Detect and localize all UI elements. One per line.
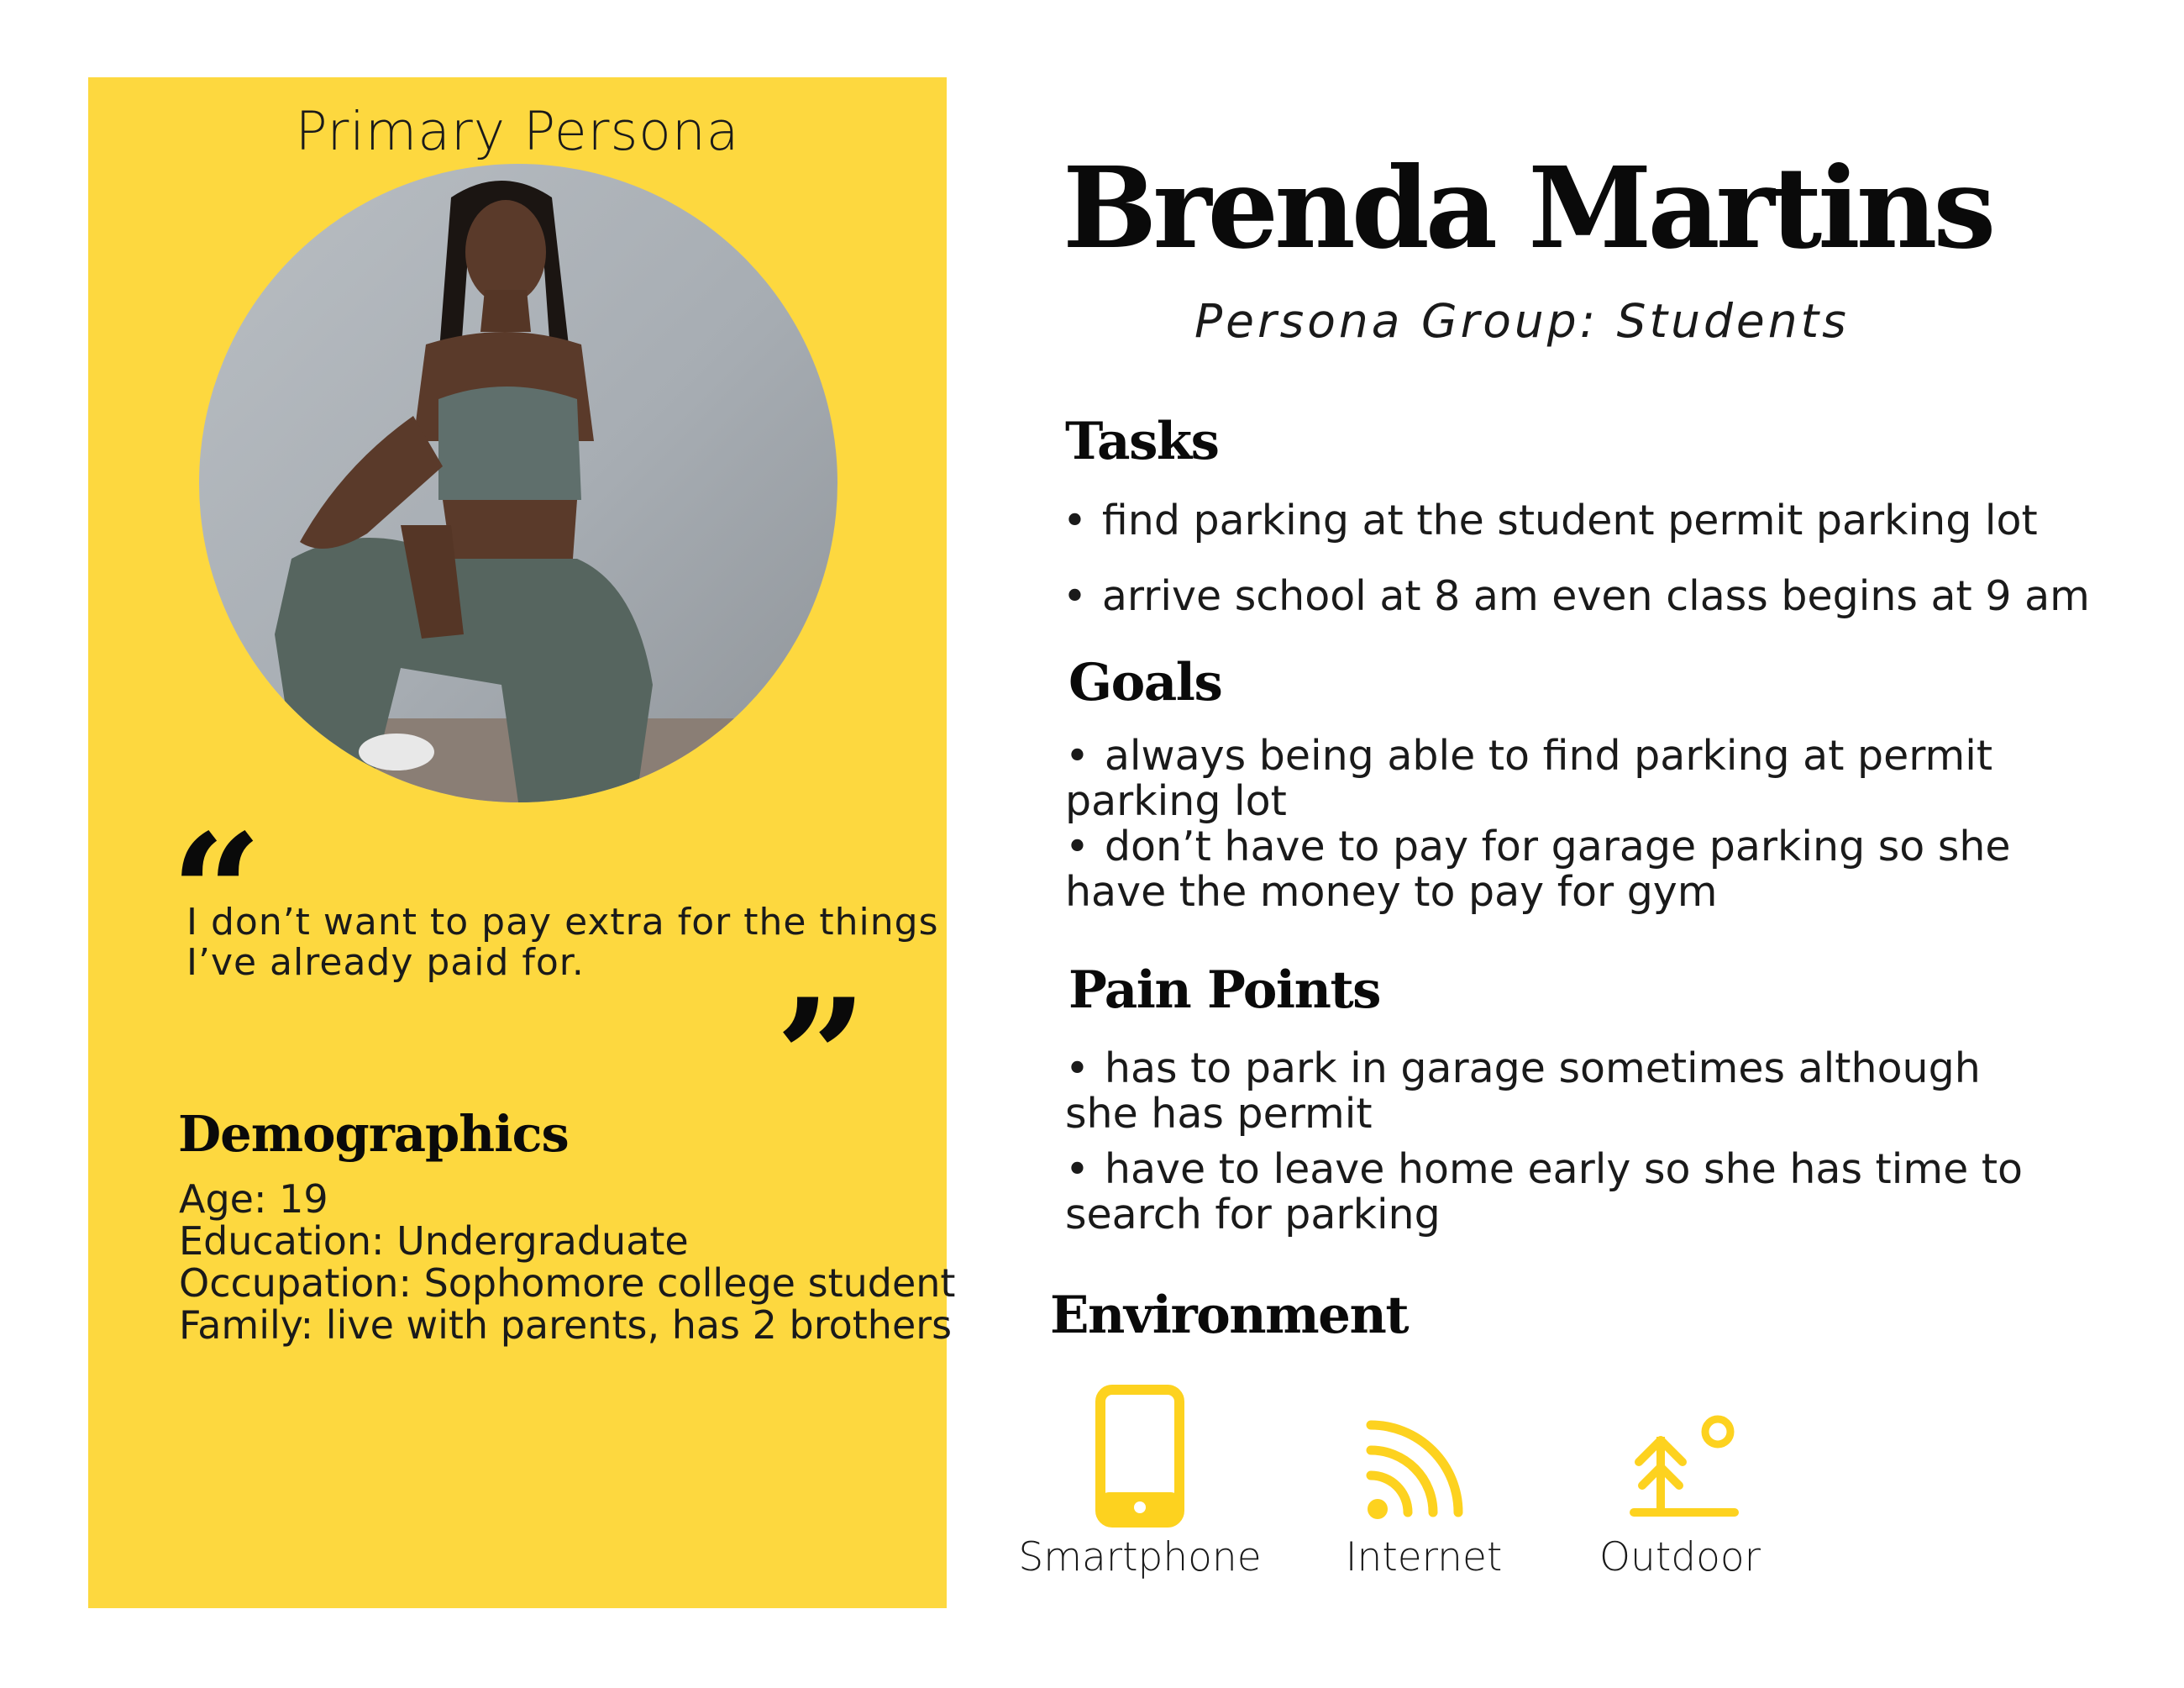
goal-item: • don’t have to pay for garage parking so she have the money to pay for gym [1065,824,2065,915]
persona-photo [199,164,837,802]
environment-label: Smartphone [1018,1534,1262,1580]
goals-list [1065,734,2065,915]
task-item: • arrive school at 8 am even class begins at 9 am [1063,571,2090,622]
tasks-heading: Tasks [1065,412,1219,471]
demographics-family: Family: live with parents, has 2 brothers [179,1302,953,1348]
goals-heading: Goals [1068,653,1222,713]
pain-points-heading: Pain Points [1068,960,1380,1020]
environment-label: Outdoor [1599,1534,1761,1580]
demographics-heading: Demographics [178,1105,569,1163]
card-label: Primary Persona [295,101,740,162]
demographics-occupation: Occupation: Sophomore college student [179,1260,956,1306]
environment-outdoor [1558,1385,1802,1580]
wifi-icon [1352,1385,1495,1528]
quote-open-icon: “ [171,799,263,986]
outdoor-tree-icon [1609,1385,1751,1528]
persona-group: Persona Group: Students [1194,294,1850,348]
quote-close-icon: ” [775,964,868,1151]
environment-label: Internet [1345,1534,1503,1580]
environment-internet [1302,1385,1546,1580]
pain-points-list [1065,1046,2065,1248]
persona-card [88,77,956,1608]
demographics-age: Age: 19 [179,1176,328,1222]
pain-point-item: • have to leave home early so she has time to search for parking [1065,1147,2065,1238]
tasks-list [1063,496,2090,647]
goal-item: • always being able to find parking at permit parking lot [1065,734,2065,824]
task-item: • find parking at the student permit parking lot [1063,496,2090,546]
smartphone-icon [1094,1385,1186,1528]
environment-smartphone [1018,1385,1262,1580]
persona-name: Brenda Martins [1063,143,1992,274]
demographics-education: Education: Undergraduate [179,1218,689,1264]
persona-quote: I don’t want to pay extra for the things I’ve already paid for. [186,901,939,984]
environment-heading: Environment [1050,1286,1409,1345]
demographics-list [179,1178,955,1346]
pain-point-item: • has to park in garage sometimes although she has permit [1065,1046,2065,1137]
